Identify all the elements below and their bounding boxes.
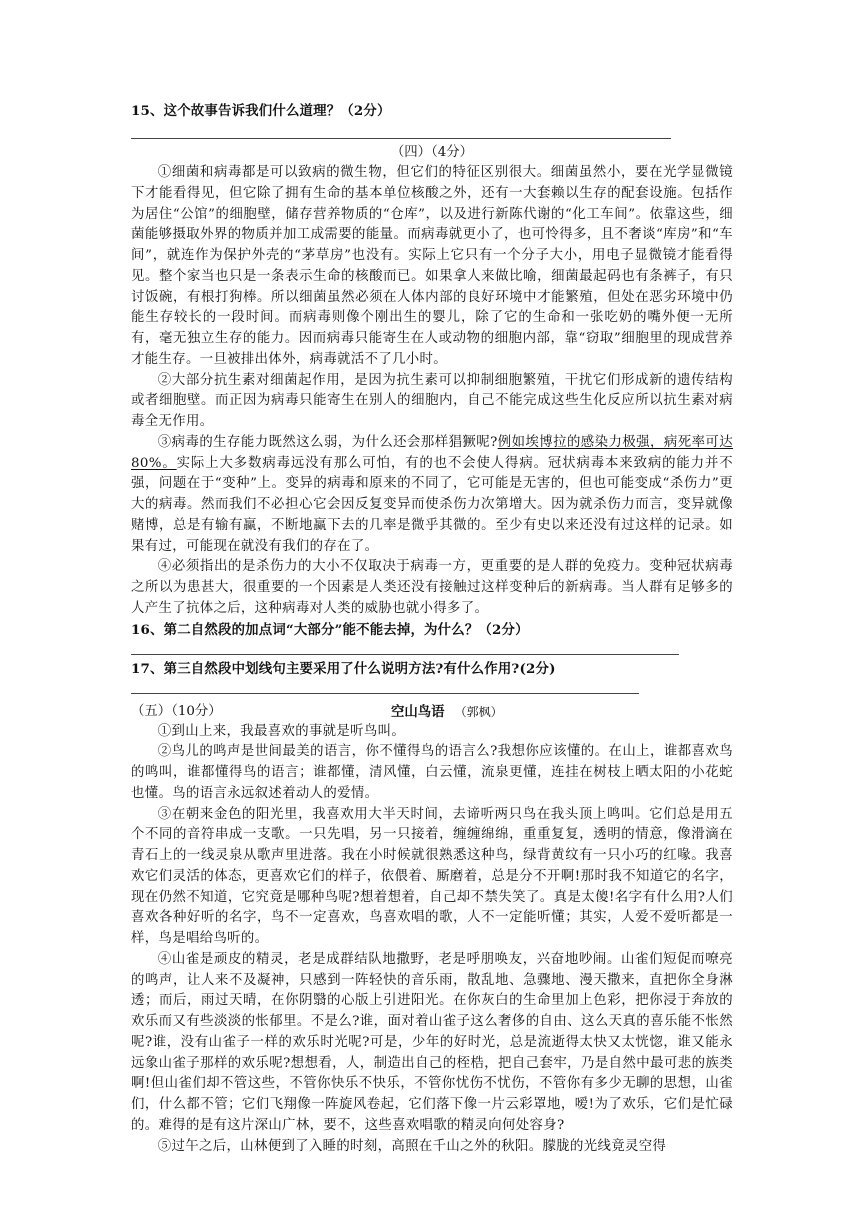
section-4-title: （四）（4分） xyxy=(390,145,474,160)
question-16: 16、第二自然段的加点词“大部分”能不能去掉，为什么？（2分） xyxy=(131,621,529,638)
section-5-label: （五）（10分） xyxy=(131,703,222,719)
section-4-paragraph-4: ④必须指出的是杀伤力的大小不仅取决于病毒一方，更重要的是人群的免疫力。变种冠状病毒之所以为患甚大，很重要的一个因素是人类还没有接触过这样变种后的新病毒。当人群有足够多的人产生了抗体之后，这种病毒对人类的威胁也就小得多了。 xyxy=(131,559,733,616)
underlined-sentence: 例如埃博拉的感染力极强，病死率可达80%。 xyxy=(131,434,733,471)
section-5-paragraph-3: ③在朝来金色的阳光里，我喜欢用大半天时间，去谛听两只鸟在我头顶上鸣叫。它们总是用五个不同的音符串成一支歌。一只先唱，另一只接着，缠缠绵绵，重重复复，透明的情意，像滑滴在青石上的一线灵泉从歌声里进落。我在小时候就很熟悉这种鸟，绿背黄纹有一只小巧的红喙。我喜欢它们灵活的体态，更喜欢它们的样子，依偎着、厮磨着，总是分不开啊!那时我不知道它的名字，现在仍然不知道，它究竟是哪种鸟呢?想着想着，自己却不禁失笑了。真是太傻!名字有什么用?人们喜欢各种好听的名字，鸟不一定喜欢，鸟喜欢唱的歌，人不一定能听懂；其实，人爱不爱听都是一样，鸟是唱给鸟听的。 xyxy=(131,806,733,946)
question-15: 15、这个故事告诉我们什么道理？（2分） xyxy=(131,103,391,119)
question-17: 17、第三自然段中划线句主要采用了什么说明方法?有什么作用?(2分) xyxy=(131,660,556,677)
section-5-paragraph-2: ②鸟儿的鸣声是世间最美的语言，你不懂得鸟的语言么?我想你应该懂的。在山上，谁都喜欢鸟的鸣叫，谁都懂得鸟的语言；谁都懂，清风懂，白云懂，流泉更懂，连挂在树枝上晒太阳的小花蛇也懂。鸟的语言永远叙述着动人的爱情。 xyxy=(131,744,733,801)
section-5-paragraph-5: ⑤过午之后，山林便到了入睡的时刻，高照在千山之外的秋阳。朦胧的光线竟灵空得 xyxy=(157,1138,667,1154)
section-4-paragraph-2: ②大部分抗生素对细菌起作用，是因为抗生素可以抑制细胞繁殖，干扰它们形成新的遗传结构或者细胞壁。而正因为病毒只能寄生在别人的细胞内，自己不能完成这些生化反应所以抗生素对病毒全无作用。 xyxy=(131,372,733,429)
paragraph-3-rest: 实际上大多数病毒远没有那么可怕，有的也不会使人得病。冠状病毒本来致病的能力并不强，问题在于“变种”上。变异的病毒和原来的不同了，它可能是无害的，但也可能变成“杀伤力”更大的病毒。然而我们不必担心它会因反复变异而使杀伤力次第增大。因为就杀伤力而言，变异就像赌博，总是有输有赢，不断地赢下去的几率是微乎其微的。至少有史以来还没有过这样的记录。如果有过，可能现在就没有我们的存在了。 xyxy=(131,455,733,554)
exam-page xyxy=(131,0,733,1157)
article-author: （郭枫） xyxy=(454,704,503,719)
section-5-paragraph-4: ④山雀是顽皮的精灵，老是成群结队地撒野，老是呼朋唤友，兴奋地吵闹。山雀们短促而嘹亮的鸣声，让人来不及凝神，只感到一阵轻快的音乐雨，散乱地、急骤地、漫天撒来，直把你全身淋透；而后，雨过天晴，在你阴翳的心版上引进阳光。在你灰白的生命里加上色彩，把你浸于奔放的欢乐而又有些淡淡的怅郁里。不是么?谁，面对着山雀子这么奢侈的自由、这么天真的喜乐能不怅然呢?谁，没有山雀子一样的欢乐时光呢?可是，少年的好时光，总是流逝得太快又太恍惚，谁又能永远象山雀子那样的欢乐呢?想想看，人，制造出自己的桎梏，把自己套牢，乃是自然中最可悲的族类啊!但山雀们却不管这些，不管你快乐不快乐，不管你忧伤不忧伤，不管你有多少无聊的思想，山雀们，什么都不管；它们飞翔像一阵旋风卷起，它们落下像一片云彩罩地，嗳!为了欢乐，它们是忙碌的。难得的是有这片深山广林，要不，这些喜欢唱歌的精灵向何处容身? xyxy=(131,951,733,1133)
paragraph-3-intro: ③病毒的生存能力既然这么弱，为什么还会那样猖獗呢? xyxy=(157,434,498,450)
section-4-paragraph-3 xyxy=(131,433,733,558)
section-5-header xyxy=(131,702,733,722)
section-4-paragraph-1: ①细菌和病毒都是可以致病的微生物，但它们的特征区别很大。细菌虽然小，要在光学显微镜下才能看得见，但它除了拥有生命的基本单位核酸之外，还有一大套赖以生存的配套设施。包括作为居住“公馆”的细胞壁，储存营养物质的“仓库”，以及进行新陈代谢的“化工车间”。依靠这些，细菌能够摄取外界的物质并加工成需要的能量。而病毒就更小了，也可怜得多，且不奢谈“库房”和“车间”，就连作为保护外壳的“茅草房”也没有。实际上它只有一个分子大小，用电子显微镜才能看得见。整个家当也只是一条表示生命的核酸而已。如果拿人来做比喻，细菌最起码也有条裤子，有只讨饭碗，有根打狗棒。所以细菌虽然必须在人体内部的良好环境中才能繁殖，但处在恶劣环境中仍能生存较长的一段时间。而病毒则像个刚出生的婴儿，除了它的生命和一张吃奶的嘴外便一无所有，毫无独立生存的能力。因而病毒只能寄生在人或动物的细胞内部，靠“窃取”细胞里的现成营养才能生存。一旦被排出体外，病毒就活不了几小时。 xyxy=(131,165,733,367)
section-5-paragraph-1: ①到山上来，我最喜欢的事就是听鸟叫。 xyxy=(157,723,406,739)
article-title: 空山鸟语 xyxy=(391,703,445,720)
